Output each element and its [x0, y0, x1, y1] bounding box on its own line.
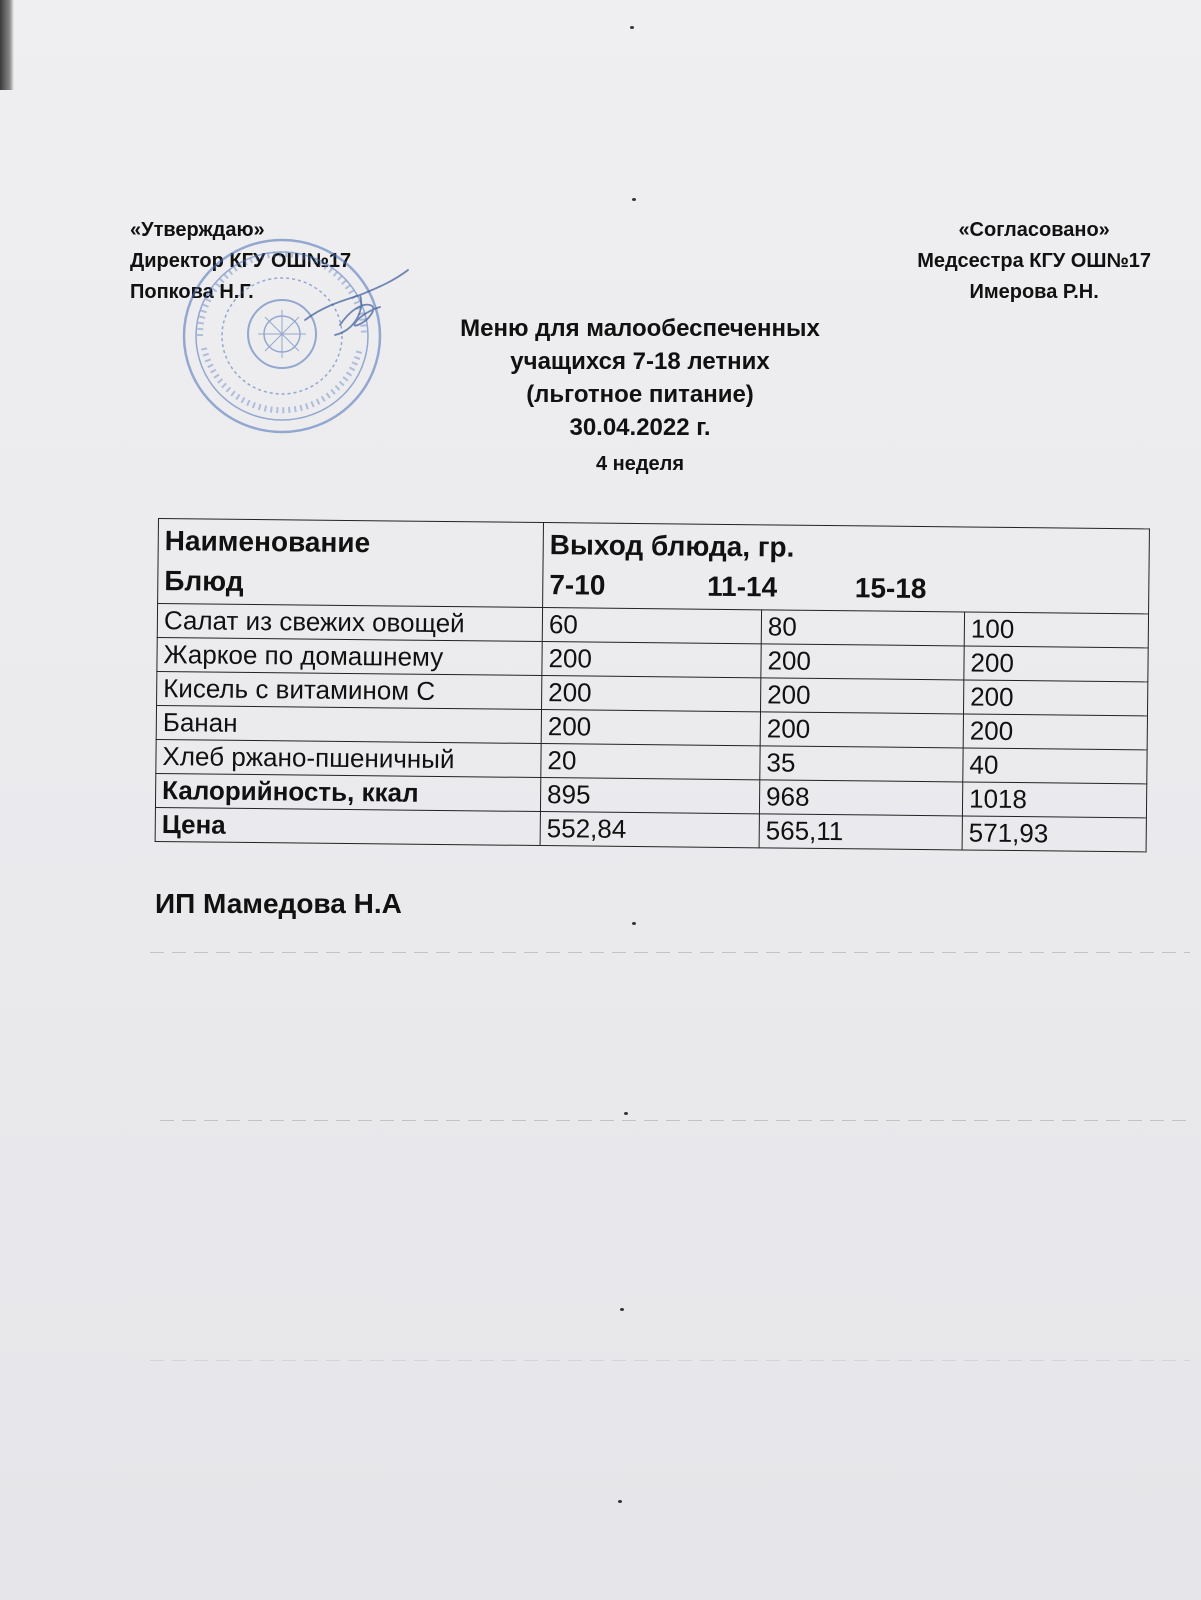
portion-15-18: 40 — [963, 748, 1147, 784]
portion-11-14: 35 — [760, 746, 963, 782]
price-15-18: 571,93 — [962, 816, 1146, 852]
age-group-15-18: 15-18 — [854, 572, 927, 605]
calories-15-18: 1018 — [962, 782, 1146, 818]
dish-name: Салат из свежих овощей — [157, 604, 542, 642]
approval-left-person: Попкова Н.Г. — [130, 281, 254, 303]
approval-right-heading: «Согласовано» — [958, 219, 1110, 241]
age-group-7-10: 7-10 — [549, 569, 606, 601]
approval-left-position: Директор КГУ ОШ№17 — [130, 250, 352, 272]
portion-7-10: 20 — [541, 744, 760, 780]
portion-7-10: 200 — [541, 710, 760, 746]
calories-label: Калорийность, ккал — [155, 773, 540, 811]
portion-7-10: 200 — [542, 642, 761, 678]
paper-fold-line — [150, 1360, 1190, 1361]
approval-left-heading: «Утверждаю» — [130, 219, 265, 241]
paper-speck — [632, 198, 636, 201]
price-label: Цена — [155, 807, 540, 845]
dish-name: Банан — [156, 705, 541, 743]
portion-7-10: 60 — [542, 608, 761, 644]
photo-edge-shadow — [0, 0, 14, 90]
portion-11-14: 200 — [760, 712, 963, 748]
header-dish-name-line1: Наименование — [164, 525, 371, 559]
header-dish-name — [158, 519, 544, 608]
calories-7-10: 895 — [540, 778, 759, 814]
portion-15-18: 200 — [963, 680, 1147, 716]
paper-speck — [620, 1308, 624, 1311]
document-title — [400, 312, 880, 481]
portion-11-14: 200 — [761, 644, 964, 680]
portion-11-14: 200 — [761, 678, 964, 714]
table-header-row — [158, 519, 1150, 614]
paper-fold-line — [160, 1120, 1190, 1121]
supplier-signature-line: ИП Мамедова Н.А — [155, 888, 402, 919]
approval-block-right — [917, 215, 1151, 308]
portion-15-18: 200 — [964, 646, 1148, 682]
portion-11-14: 80 — [761, 610, 964, 646]
header-output — [543, 523, 1150, 614]
menu-table — [155, 518, 1150, 852]
age-group-11-14: 11-14 — [706, 570, 778, 603]
title-date: 30.04.2022 г. — [569, 414, 711, 441]
paper-fold-line — [150, 952, 1190, 953]
paper-speck — [618, 1500, 622, 1503]
paper-speck — [632, 922, 636, 925]
approval-right-person: Имерова Р.Н. — [969, 281, 1099, 303]
calories-11-14: 968 — [759, 780, 962, 816]
dish-name: Хлеб ржано-пшеничный — [156, 739, 541, 777]
paper-speck — [624, 1112, 628, 1115]
portion-15-18: 100 — [964, 612, 1148, 648]
dish-name: Кисель с витамином С — [157, 671, 542, 709]
title-line-3: (льготное питание) — [526, 381, 754, 408]
title-week: 4 неделя — [595, 453, 685, 475]
price-7-10: 552,84 — [540, 812, 759, 848]
paper-speck — [630, 26, 634, 29]
price-11-14: 565,11 — [759, 814, 962, 850]
header-age-groups — [549, 565, 1142, 611]
title-line-1: Меню для малообеспеченных — [460, 315, 820, 342]
portion-7-10: 200 — [542, 676, 761, 712]
header-output-label: Выход блюда, гр. — [549, 529, 795, 563]
portion-15-18: 200 — [963, 714, 1147, 750]
header-dish-name-line2: Блюд — [164, 565, 244, 597]
approval-right-position: Медсестра КГУ ОШ№17 — [917, 250, 1151, 272]
title-line-2: учащихся 7-18 летних — [510, 348, 770, 375]
dish-name: Жаркое по домашнему — [157, 637, 542, 675]
